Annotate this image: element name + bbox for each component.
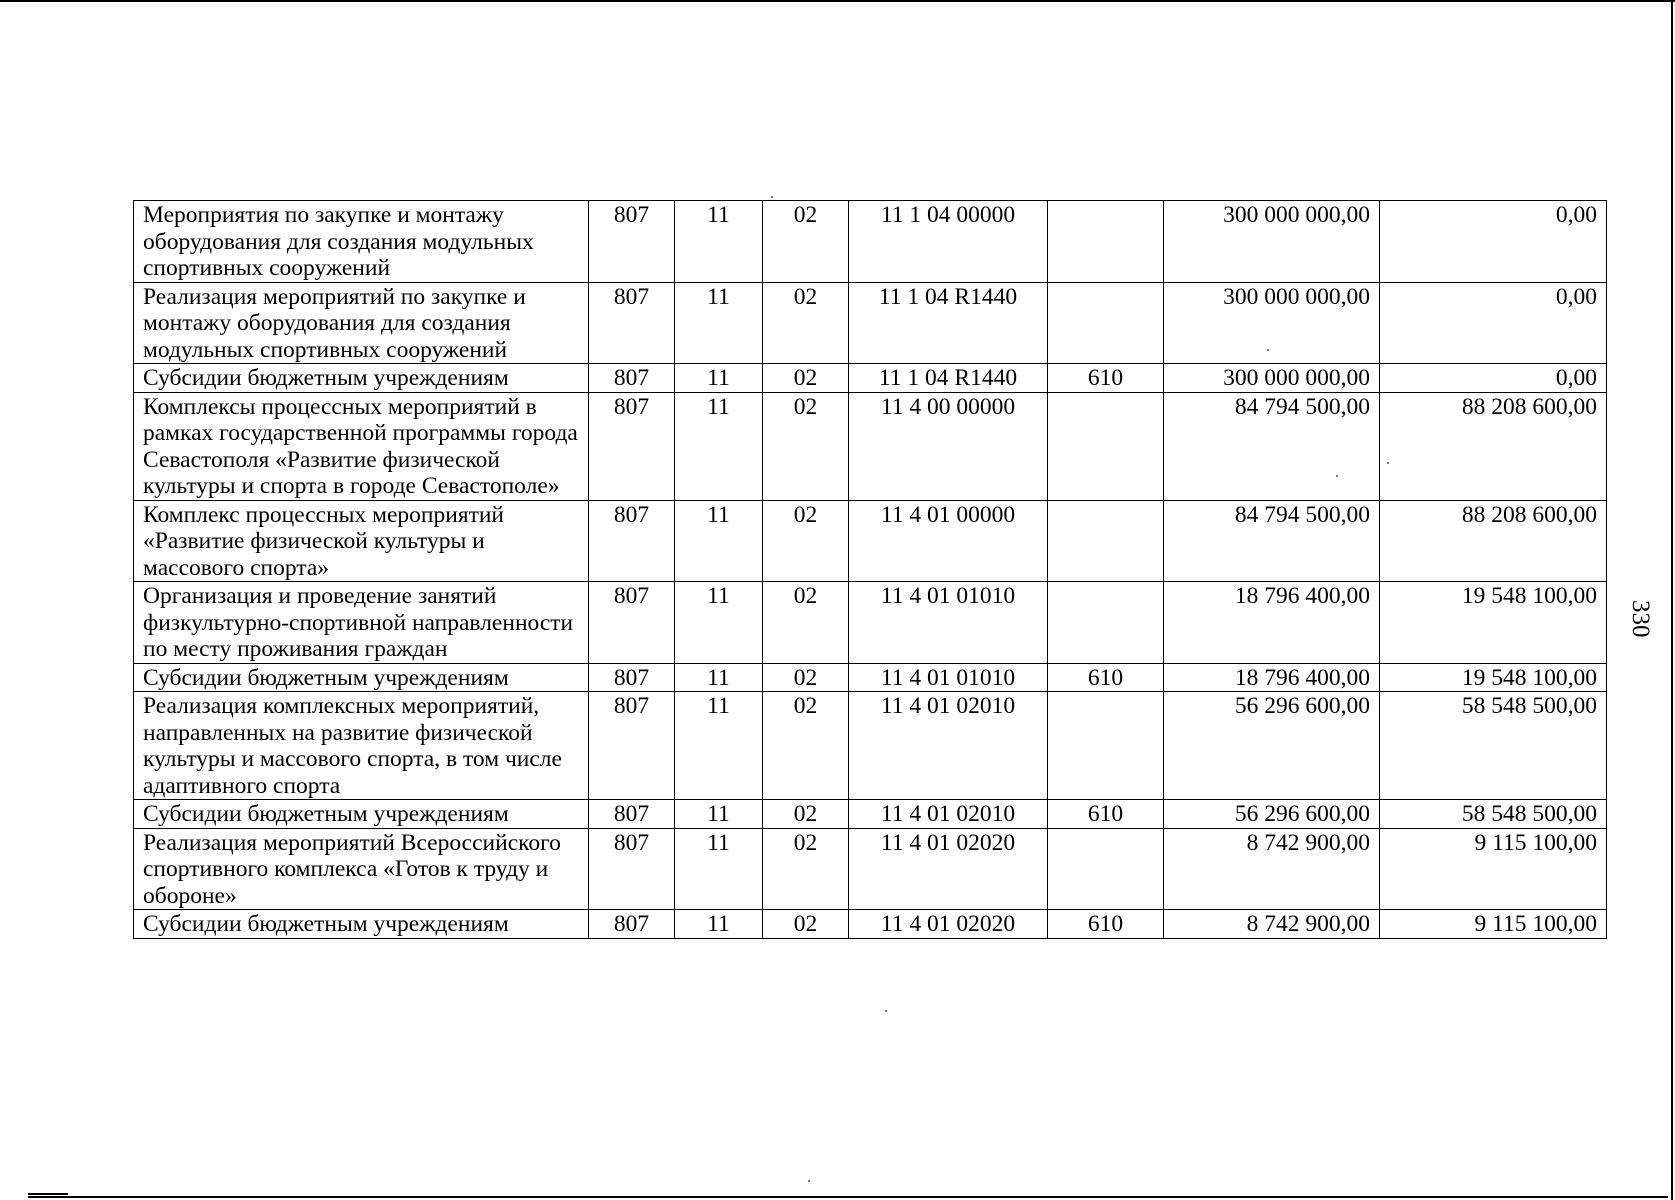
row-sum-year1: 8 742 900,00	[1164, 828, 1380, 910]
scan-top-edge	[0, 0, 1675, 2]
scan-speck	[1387, 462, 1389, 464]
row-csr: 11 4 01 02010	[849, 800, 1048, 829]
budget-table-body	[134, 201, 1607, 939]
row-sum-year2: 58 548 500,00	[1380, 692, 1607, 800]
scan-bottom-edge	[28, 1196, 1668, 1198]
row-grbs: 807	[589, 692, 675, 800]
row-name: Комплекс процессных мероприятий «Развитие физической культуры и массового спорта»	[134, 500, 589, 582]
row-name: Реализация комплексных мероприятий, направленных на развитие физической культуры и массового спорта, в том числе адаптивного спорта	[134, 692, 589, 800]
row-sum-year2: 88 208 600,00	[1380, 392, 1607, 500]
scan-speck	[1267, 349, 1269, 351]
row-csr: 11 4 01 02010	[849, 692, 1048, 800]
row-csr: 11 4 01 00000	[849, 500, 1048, 582]
row-podrazdel: 02	[763, 800, 849, 829]
row-vr	[1048, 692, 1164, 800]
row-razdel: 11	[675, 692, 763, 800]
row-grbs: 807	[589, 828, 675, 910]
table-row	[134, 910, 1607, 939]
row-razdel: 11	[675, 828, 763, 910]
row-sum-year2: 19 548 100,00	[1380, 582, 1607, 664]
row-csr: 11 4 00 00000	[849, 392, 1048, 500]
table-row	[134, 663, 1607, 692]
row-sum-year1: 56 296 600,00	[1164, 692, 1380, 800]
row-grbs: 807	[589, 500, 675, 582]
scan-bottom-edge-mark	[28, 1193, 68, 1195]
scan-speck	[1336, 475, 1338, 477]
row-name: Субсидии бюджетным учреждениям	[134, 364, 589, 393]
row-name: Мероприятия по закупке и монтажу оборудования для создания модульных спортивных сооружений	[134, 201, 589, 283]
row-razdel: 11	[675, 663, 763, 692]
row-sum-year2: 19 548 100,00	[1380, 663, 1607, 692]
row-sum-year1: 56 296 600,00	[1164, 800, 1380, 829]
row-vr: 610	[1048, 800, 1164, 829]
row-name: Реализация мероприятий по закупке и монтажу оборудования для создания модульных спортивных сооружений	[134, 282, 589, 364]
row-csr: 11 4 01 01010	[849, 582, 1048, 664]
row-csr: 11 1 04 00000	[849, 201, 1048, 283]
scan-speck	[808, 1180, 810, 1182]
row-grbs: 807	[589, 663, 675, 692]
row-sum-year2: 88 208 600,00	[1380, 500, 1607, 582]
row-vr: 610	[1048, 364, 1164, 393]
row-sum-year1: 8 742 900,00	[1164, 910, 1380, 939]
row-podrazdel: 02	[763, 392, 849, 500]
row-grbs: 807	[589, 282, 675, 364]
row-name: Реализация мероприятий Всероссийского спортивного комплекса «Готов к труду и обороне»	[134, 828, 589, 910]
row-grbs: 807	[589, 910, 675, 939]
scan-right-edge	[1671, 0, 1673, 1200]
row-vr	[1048, 828, 1164, 910]
row-podrazdel: 02	[763, 692, 849, 800]
row-vr	[1048, 201, 1164, 283]
row-name: Субсидии бюджетным учреждениям	[134, 663, 589, 692]
row-vr	[1048, 582, 1164, 664]
row-csr: 11 4 01 02020	[849, 910, 1048, 939]
row-name: Комплексы процессных мероприятий в рамках государственной программы города Севастополя «Развитие физической культуры и спорта в городе Севастополе»	[134, 392, 589, 500]
row-vr	[1048, 282, 1164, 364]
row-sum-year1: 84 794 500,00	[1164, 392, 1380, 500]
row-sum-year1: 18 796 400,00	[1164, 663, 1380, 692]
table-row	[134, 282, 1607, 364]
budget-table	[133, 200, 1607, 939]
row-sum-year2: 0,00	[1380, 201, 1607, 283]
table-row	[134, 800, 1607, 829]
row-podrazdel: 02	[763, 582, 849, 664]
row-csr: 11 4 01 02020	[849, 828, 1048, 910]
row-name: Субсидии бюджетным учреждениям	[134, 800, 589, 829]
table-row	[134, 692, 1607, 800]
row-vr	[1048, 392, 1164, 500]
row-sum-year2: 9 115 100,00	[1380, 828, 1607, 910]
row-sum-year1: 18 796 400,00	[1164, 582, 1380, 664]
row-sum-year2: 0,00	[1380, 364, 1607, 393]
row-razdel: 11	[675, 500, 763, 582]
row-sum-year2: 9 115 100,00	[1380, 910, 1607, 939]
row-podrazdel: 02	[763, 910, 849, 939]
row-razdel: 11	[675, 201, 763, 283]
table-row	[134, 500, 1607, 582]
row-podrazdel: 02	[763, 201, 849, 283]
table-row	[134, 364, 1607, 393]
row-sum-year1: 300 000 000,00	[1164, 364, 1380, 393]
row-grbs: 807	[589, 582, 675, 664]
row-razdel: 11	[675, 364, 763, 393]
row-csr: 11 1 04 R1440	[849, 364, 1048, 393]
scan-speck	[885, 1010, 887, 1012]
table-row	[134, 392, 1607, 500]
row-razdel: 11	[675, 392, 763, 500]
row-sum-year1: 300 000 000,00	[1164, 201, 1380, 283]
row-vr	[1048, 500, 1164, 582]
row-grbs: 807	[589, 201, 675, 283]
row-razdel: 11	[675, 582, 763, 664]
row-grbs: 807	[589, 364, 675, 393]
row-csr: 11 4 01 01010	[849, 663, 1048, 692]
row-razdel: 11	[675, 282, 763, 364]
row-razdel: 11	[675, 910, 763, 939]
row-sum-year2: 58 548 500,00	[1380, 800, 1607, 829]
row-sum-year2: 0,00	[1380, 282, 1607, 364]
table-row	[134, 201, 1607, 283]
row-podrazdel: 02	[763, 500, 849, 582]
row-grbs: 807	[589, 800, 675, 829]
row-podrazdel: 02	[763, 282, 849, 364]
scan-speck	[771, 196, 773, 198]
row-name: Организация и проведение занятий физкультурно-спортивной направленности по месту проживания граждан	[134, 582, 589, 664]
row-vr: 610	[1048, 910, 1164, 939]
row-sum-year1: 84 794 500,00	[1164, 500, 1380, 582]
row-sum-year1: 300 000 000,00	[1164, 282, 1380, 364]
page-number: 330	[1627, 600, 1654, 638]
table-row	[134, 582, 1607, 664]
table-row	[134, 828, 1607, 910]
row-vr: 610	[1048, 663, 1164, 692]
row-grbs: 807	[589, 392, 675, 500]
row-podrazdel: 02	[763, 828, 849, 910]
row-name: Субсидии бюджетным учреждениям	[134, 910, 589, 939]
row-razdel: 11	[675, 800, 763, 829]
row-podrazdel: 02	[763, 663, 849, 692]
row-podrazdel: 02	[763, 364, 849, 393]
row-csr: 11 1 04 R1440	[849, 282, 1048, 364]
